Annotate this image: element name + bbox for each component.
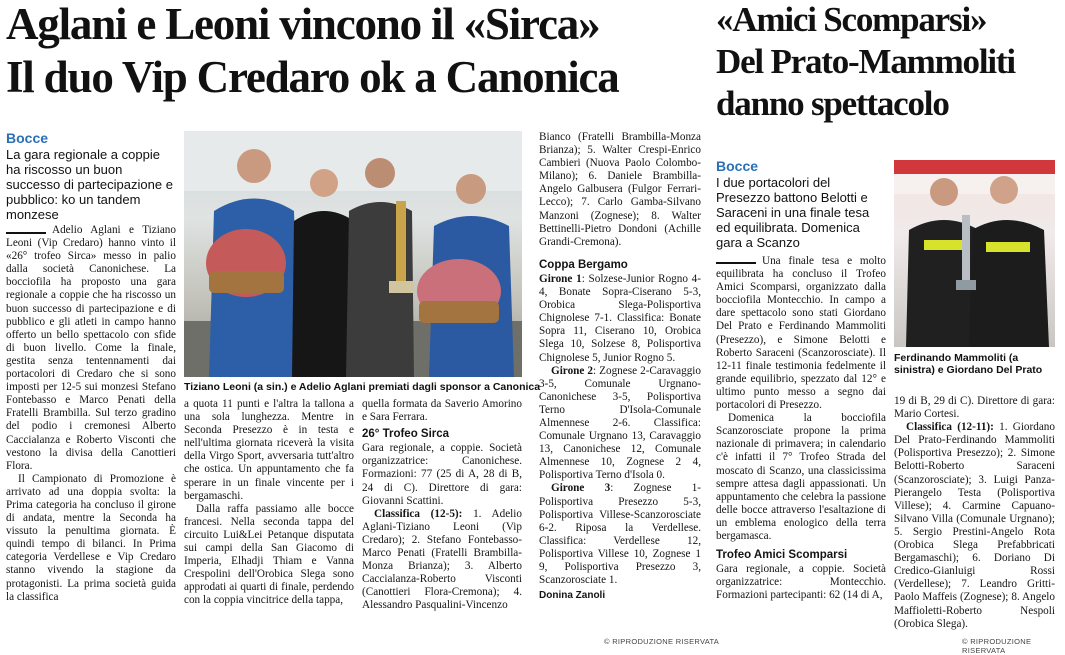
girone2-text: : Zognese 2-Caravaggio 3-5, Comunale Urgnano-Canonichese 3-5, Polisportiva Terno D'Isola-Comunale Almennese 2-6. Classifica: Comunale Urgnano 13, Caravaggio 13, Canonichese 12, Comunale Almennese 10, Zognese 2 4, Polisportiva Terno d'Isola 0. — [539, 364, 701, 482]
girone2-label: Girone 2 — [551, 364, 593, 377]
author-signature: Donina Zanoli — [539, 590, 606, 602]
right-headline-line1: «Amici Scomparsi» — [716, 0, 987, 39]
left-headline-line2: Il duo Vip Credaro ok a Canonica — [6, 52, 619, 102]
right-col1-paragraph: Una finale tesa e molto equilibrata ha concluso il Trofeo Amici Scomparsi, organizzato dalla bocciofila Montecchio. In campo a dare spettacolo sono stati Giordano Del Prato e Ferdinando Mammoliti (Presezzo), e Simone Belotti e Roberto Saraceni (Scanzorosciate). Il 12-11 finale testimonia fedelmente il grande equilibrio, spezzato dal 12° e ultimo punto messo a segno dai portacolori di Presezzo. — [716, 255, 886, 412]
left-col2-paragraph: Dalla raffa passiamo alle bocce francesi. Nella seconda tappa del circuito Lui&Lei Petanque disputata sui campi della San Giacomo di Imperia, Elhadji Thiam e Vanna Crespolini dell'Orobica Slega sono approdati ai quarti di finale, perdendo con la coppia vincitrice della tappa, — [184, 502, 354, 607]
amici-info: Gara regionale, a coppie. Società organizzatrice: Montecchio. Formazioni partecipanti: 62 (14 di A, — [716, 563, 886, 602]
sirca-info: Gara regionale, a coppie. Società organizzatrice: Canonichese. Formazioni: 77 (25 di A, 28 di B, 24 di C). Direttore di gara: Giovanni Scattini. — [362, 442, 522, 507]
amici-info-cont: 19 di B, 29 di C). Direttore di gara: Mario Cortesi. — [894, 395, 1055, 421]
right-col1-paragraph: Domenica la bocciofila Scanzorosciate propone la prima nazionale di primavera; in calendario c'è infatti il 7° Trofeo Strada del moscato di Scanzo, una classicissima sempre attesa dagli appassionati. Un appuntamento che celebra la passione delle bocce attraverso l'esaltazione di un emblema enologico della terra bergamasca. — [716, 412, 886, 542]
left-summary: La gara regionale a coppie ha riscosso un buon successo di partecipazione e pubblico: ko un tandem monzese — [6, 147, 173, 222]
left-photo-caption: Tiziano Leoni (a sin.) e Adelio Aglani premiati dagli sponsor a Canonica — [184, 381, 541, 393]
left-col3-text: quella formata da Saverio Amorino e Sara Ferrara. — [362, 398, 522, 424]
left-copyright: © RIPRODUZIONE RISERVATA — [604, 637, 720, 646]
coppa-bergamo-heading: Coppa Bergamo — [539, 258, 628, 271]
left-col1-paragraph: Il Campionato di Promozione è arrivato ad una doppia svolta: la Prima categoria ha concluso il girone di andata, mentre la Seconda ha vissuto la penultima giornata. È quindi tempo di bilanci. In Prima categoria Verdellese e Vip Credaro stanno vivendo la stagione da protagonisti. La prima società guida la classifica — [6, 472, 176, 603]
winners-photo-illustration — [894, 160, 1055, 347]
sirca-results-heading: 26° Trofeo Sirca — [362, 428, 450, 441]
right-headline-line2: Del Prato-Mammoliti — [716, 42, 1015, 81]
award-photo — [184, 131, 522, 377]
right-column-2 — [894, 395, 1055, 631]
right-summary: I due portacolori del Presezzo battono Belotti e Saraceni in una finale tesa ed equilibrata. Domenica gara a Scanzo — [716, 175, 870, 250]
right-headline-line3: danno spettacolo — [716, 84, 949, 123]
left-headline-line1: Aglani e Leoni vincono il «Sirca» — [6, 0, 600, 49]
winners-photo — [894, 160, 1055, 347]
left-kicker: Bocce — [6, 130, 49, 146]
left-col1-paragraph: Adelio Aglani e Tiziano Leoni (Vip Credaro) hanno vinto il «26° trofeo Sirca» messo in palio dalla società Canonichese. La bocciofila ha proposto una gara regionale a coppie che ha riscosso un buon successo di partecipazione e di pubblico e gli atleti in campo hanno offerto un bello spettacolo con sfide di buon livello. Come la finale, gestita senza tentennamenti dai portacolori di Credaro che si sono imposti per 12-5 sui monzesi Stefano Fontebasso e Marco Penati della Fratelli Brambilla. Sul terzo gradino del podio i cremonesi Alberto Caccialanza e Roberto Visconti che vestono la divisa della Canottieri Flora. — [6, 224, 176, 472]
right-copyright: © RIPRODUZIONE RISERVATA — [962, 637, 1032, 655]
amici-classifica: 1. Giordano Del Prato-Ferdinando Mammoliti (Polisportiva Presezzo); 2. Simone Belotti-Roberto Saraceni (Scanzorosciate); 3. Luigi Panza-Pierangelo Testa (Polisportiva Villese); 4. Carmine Capuano-Silvano Villa (Comunale Urgnano); 5. Sergio Prestini-Angelo Rota (Orobica Slega Prefabbricati Bergamaschi); 6. Doriano Di Credico-Gianluigi Rossi (Verdellese); 7. Leandro Gritti-Paolo Maffeis (Zognese); 8. Angelo Maffioletti-Roberto Nespoli (Orobica Slega). — [894, 421, 1055, 630]
girone1-label: Girone 1 — [539, 272, 582, 285]
left-column-3 — [362, 398, 522, 613]
sirca-classifica-cont: Bianco (Fratelli Brambilla-Monza Brianza); 5. Walter Crespi-Enrico Cambieri (Nuova Paolo Colombo-Milano); 6. Daniele Brambilla-Angelo Galbusera (Fulgor Ferrari-Lecco); 7. Carlo Gamba-Silvano Manzoni (Zognese); 8. Walter Bettinelli-Pietro Dondoni (Achille Grandi-Cremona). — [539, 131, 701, 248]
girone1-text: : Solzese-Junior Rogno 4-4, Bonate Sopra-Ciserano 5-3, Orobica Slega-Polisportiva Chignolese 7-1. Classifica: Bonate Sopra 11, Ciserano 10, Orobica Slega 10, Solzese 8, Polisportiva Chignolese 5, Junior Rogno 5. — [539, 272, 702, 364]
right-column-1 — [716, 255, 886, 602]
left-column-4 — [539, 131, 701, 602]
girone3-text: : Zognese 1-Polisportiva Presezzo 5-3, Polisportiva Villese-Scanzorosciate 6-2. Riposa la Verdellese. Classifica: Verdellese 12, Polisportiva Villese 10, Zognese 1 9, Polisportiva Presezzo 3, Scanzorosciate 1. — [539, 482, 702, 587]
left-col2-paragraph: a quota 11 punti e l'altra la tallona a una sola lunghezza. Mentre in Seconda Presezzo è in testa e nell'ultima giornata riceverà la visita della Virgo Sport, avversaria tutt'altro che ostica. Un appuntamento che fa sperare in un finale vincente per i bergamaschi. — [184, 398, 354, 502]
amici-results-heading: Trofeo Amici Scomparsi — [716, 549, 848, 562]
sirca-classifica-label: Classifica (12-5): — [374, 507, 463, 520]
girone3-label: Girone 3 — [551, 482, 611, 495]
right-kicker: Bocce — [716, 158, 759, 174]
sirca-classifica: 1. Adelio Aglani-Tiziano Leoni (Vip Credaro); 2. Stefano Fontebasso-Marco Penati (Fratelli Brambilla-Monza Brianza); 3. Alberto Caccialanza-Roberto Visconti (Canottieri Flora-Cremona); 4. Alessandro Pasqualini-Vincenzo — [362, 507, 522, 612]
left-column-2 — [184, 398, 354, 608]
left-column-1 — [6, 224, 176, 604]
right-photo-caption: Ferdinando Mammoliti (a sinistra) e Giordano Del Prato — [894, 352, 1043, 376]
amici-classifica-label: Classifica (12-11): — [906, 421, 994, 434]
award-photo-illustration — [184, 131, 522, 377]
